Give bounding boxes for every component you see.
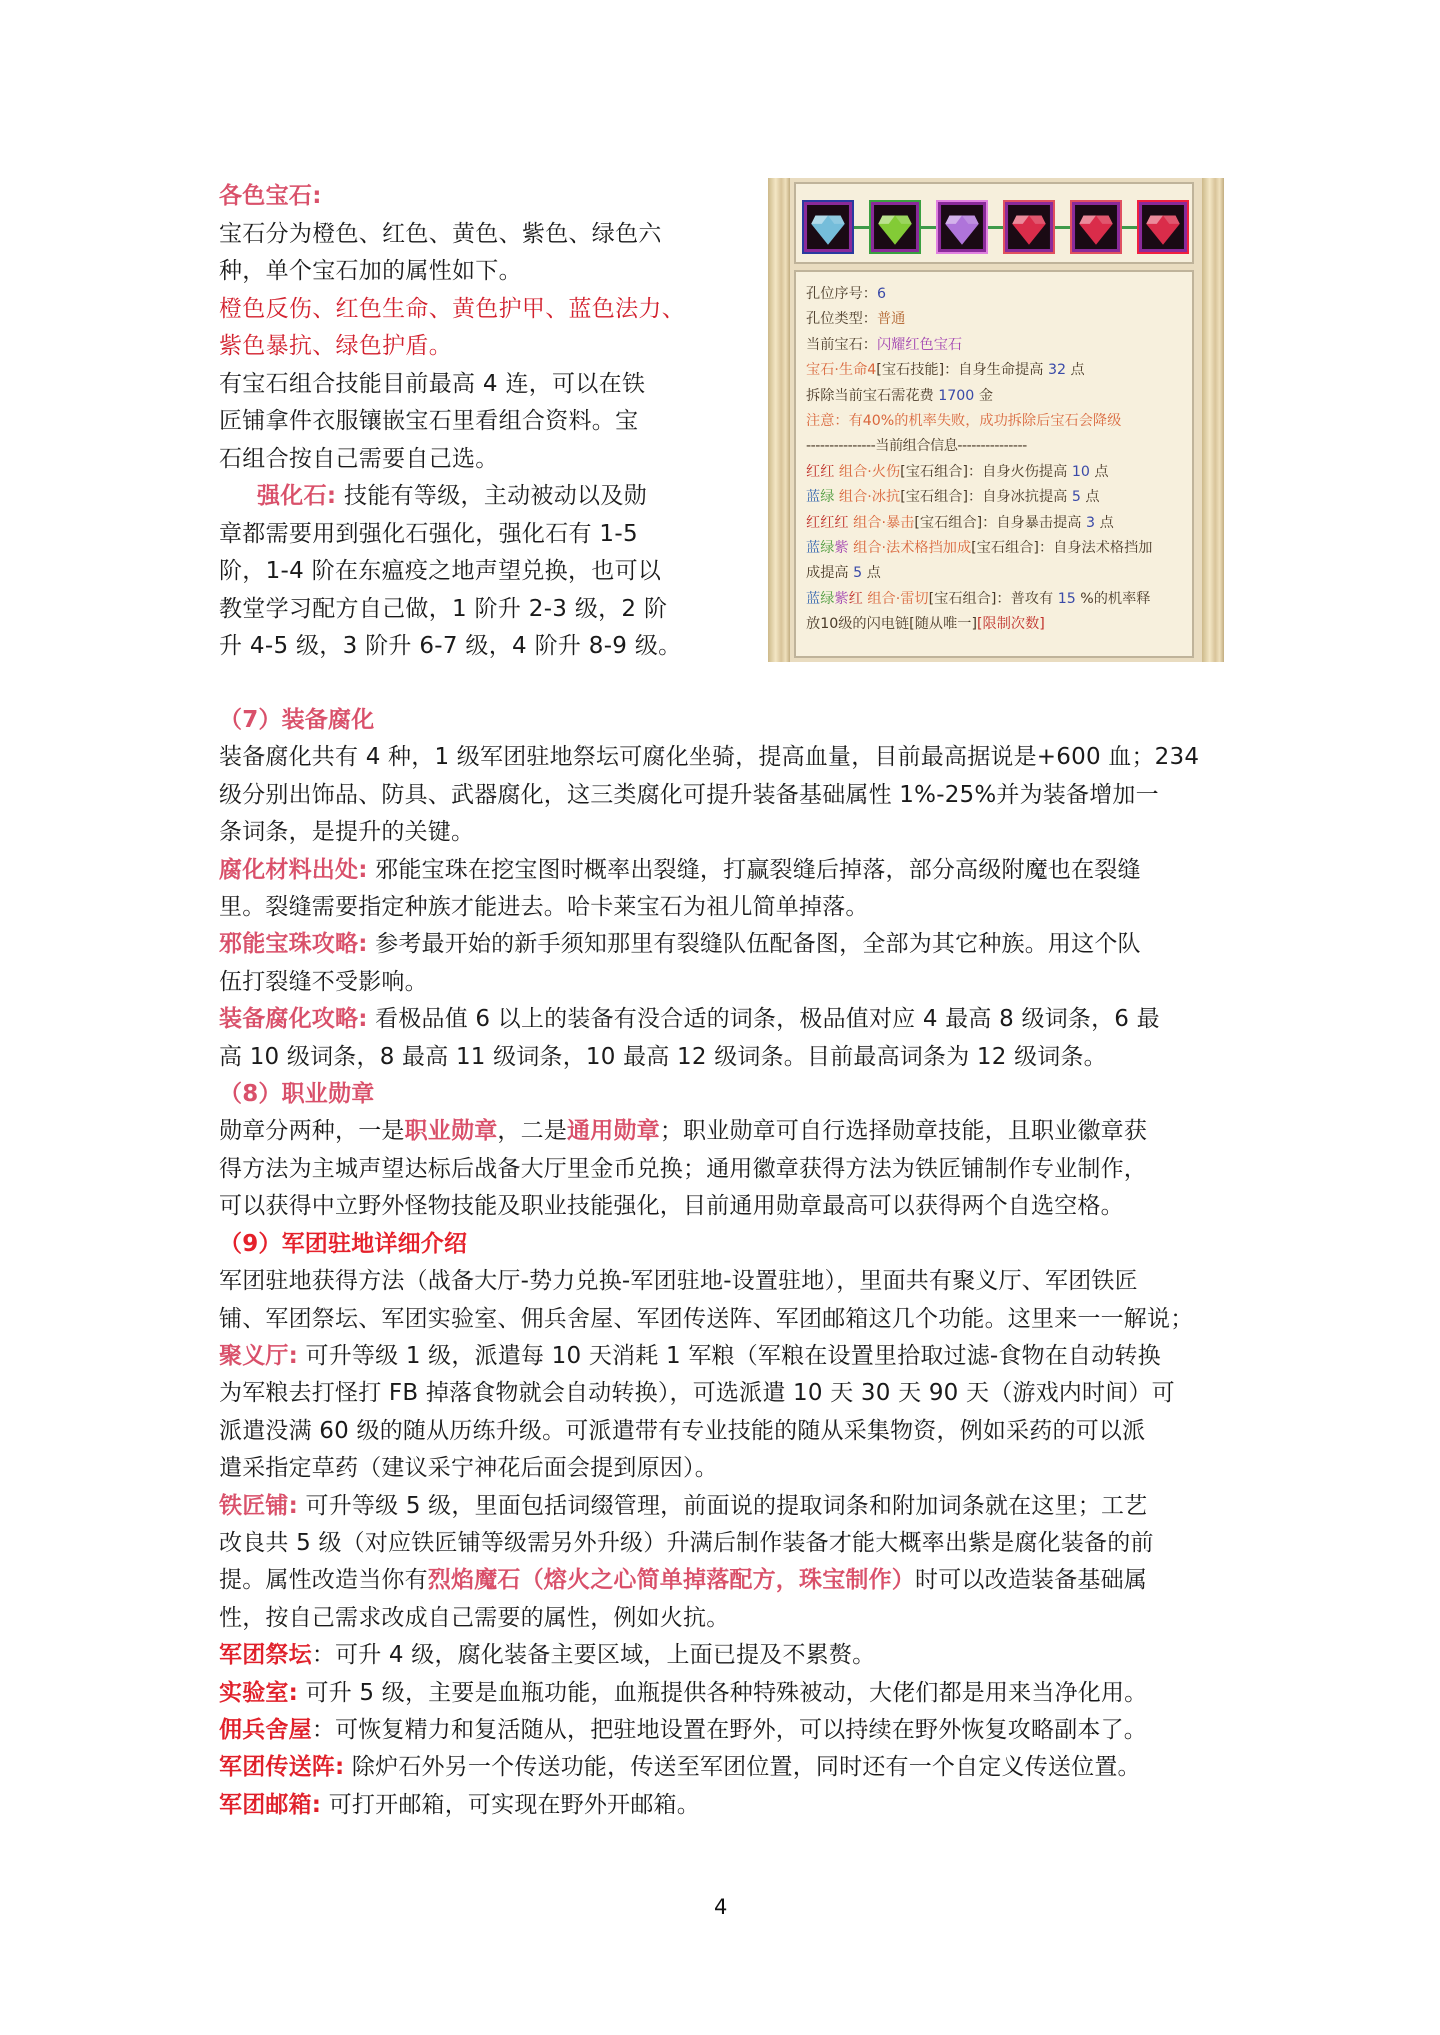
red-gem-icon <box>1142 205 1184 249</box>
gem-slot-3[interactable] <box>938 202 986 252</box>
text-line: 阶，1-4 阶在东瘟疫之地声望兑换，也可以 <box>219 558 662 584</box>
section-7-heading: （7）装备腐化 <box>219 707 375 733</box>
combo-value: 10 <box>1071 463 1090 480</box>
red-gem-icon <box>1008 205 1050 249</box>
gem-skill-value: 32 <box>1047 362 1067 379</box>
combo-name: 组合·火伤 <box>838 463 901 480</box>
combo-desc: [宝石组合]：自身火伤提高 <box>900 463 1068 480</box>
gem-slots <box>804 198 1188 250</box>
text-line: 石组合按自己需要自己选。 <box>219 445 499 472</box>
fel-orb-line <box>219 926 1229 963</box>
wood-border-right <box>1202 178 1224 662</box>
combo-colors: 红红 <box>806 463 835 480</box>
combo-row-cont <box>806 561 1186 586</box>
text-span: 邪能宝珠在挖宝图时概率出裂缝，打赢裂缝后掉落，部分高级附魔也在裂缝 <box>375 856 1141 883</box>
combo-colors: 红红红 <box>806 514 849 531</box>
smith-label: 铁匠铺: <box>219 1492 298 1519</box>
combo-value: 15 <box>1057 590 1076 607</box>
red-gem-icon <box>1075 205 1117 249</box>
combo-row <box>806 587 1186 612</box>
flame-stone-highlight: 烈焰魔石（熔火之心简单掉落配方，珠宝制作） <box>427 1567 916 1594</box>
text-line: 为军粮去打怪打 FB 掉落食物就会自动转换），可选派遣 10 天 30 天 90 天（游戏内时间）可 <box>219 1380 1175 1407</box>
combo-value: 5 <box>1071 489 1081 506</box>
warning-row: 注意：有40%的机率失败，成功拆除后宝石会降级 <box>806 413 1122 430</box>
unit: 点 <box>1094 463 1109 480</box>
combo-desc: %的机率释 <box>1080 590 1151 607</box>
gem-attributes-line: 紫色暴抗、绿色护盾。 <box>219 333 452 359</box>
combo-name: 组合·雷切 <box>867 590 929 607</box>
text-span: ：可恢复精力和复活随从，把驻地设置在野外，可以持续在野外恢复攻略副本了。 <box>311 1716 1148 1743</box>
text-span: ，二是 <box>497 1118 568 1145</box>
combo-desc: [宝石组合]：自身法术格挡加 <box>971 540 1153 557</box>
combo-desc: [宝石组合]：普攻有 <box>928 590 1054 607</box>
mercenary-line <box>219 1712 1229 1749</box>
unit: 点 <box>1099 514 1114 531</box>
gem-slot-4[interactable] <box>1005 202 1053 252</box>
label: 孔位序号： <box>806 286 877 302</box>
altar-label: 军团祭坛 <box>219 1642 312 1669</box>
combo-value: 3 <box>1086 514 1096 531</box>
text-line: 铺、军团祭坛、军团实验室、佣兵舍屋、军团传送阵、军团邮箱这几个功能。这里来一一解说； <box>219 1305 1194 1332</box>
lab-label: 实验室: <box>219 1679 298 1706</box>
combo-color: 紫 <box>834 540 849 557</box>
green-gem-icon <box>874 205 916 249</box>
combo-color: 绿 <box>820 489 835 506</box>
mailbox-label: 军团邮箱: <box>219 1791 322 1818</box>
gem-attributes-line: 橙色反伤、红色生命、黄色护甲、蓝色法力、 <box>219 295 685 322</box>
text-span: 可打开邮箱，可实现在野外开邮箱。 <box>328 1791 700 1818</box>
combo-row <box>806 511 1186 536</box>
label: 当前宝石： <box>806 336 877 353</box>
smith-line-3 <box>219 1562 1229 1599</box>
medal-line <box>219 1113 1229 1150</box>
combo-name: 组合·法术格挡加成 <box>853 540 972 557</box>
combo-color: 蓝 <box>806 590 821 607</box>
text-span: 可升等级 5 级，里面包括词缀管理，前面说的提取词条和附加词条就在这里；工艺 <box>305 1492 1148 1519</box>
hall-line <box>219 1338 1229 1375</box>
text-line: 种，单个宝石加的属性如下。 <box>219 258 522 284</box>
combo-name: 组合·冰抗 <box>838 489 901 506</box>
combo-row <box>806 460 1186 485</box>
label: 孔位类型： <box>806 311 877 328</box>
text-span: 时可以改造装备基础属 <box>915 1567 1148 1594</box>
text-line: 条词条，是提升的关键。 <box>219 819 475 846</box>
hall-label: 聚义厅: <box>219 1342 298 1369</box>
gem-info-text <box>806 282 1186 638</box>
combo-name: 组合·暴击 <box>853 514 915 531</box>
strengthen-label: 强化石: <box>257 483 337 509</box>
gem-slot-5[interactable] <box>1072 202 1120 252</box>
corruption-guide-label: 装备腐化攻略: <box>219 1006 368 1033</box>
text-line: 得方法为主城声望达标后战备大厅里金币兑换；通用徽章获得方法为铁匠铺制作专业制作， <box>219 1155 1147 1182</box>
text-line: 宝石分为橙色、红色、黄色、紫色、绿色六 <box>219 220 662 247</box>
combo-row <box>806 536 1186 561</box>
mailbox-line <box>219 1787 1229 1824</box>
text-span: ；职业勋章可自行选择勋章技能，且职业徽章获 <box>659 1118 1148 1145</box>
combo-color: 红 <box>848 590 863 607</box>
text-line: 遣采指定草药（建议采宁神花后面会提到原因）。 <box>219 1455 718 1482</box>
strengthen-first-line <box>219 478 689 516</box>
text-span: 可升 5 级，主要是血瓶功能，血瓶提供各种特殊被动，大佬们都是用来当净化用。 <box>305 1679 1148 1706</box>
combo-value: 5 <box>853 565 863 582</box>
text-line: 可以获得中立野外怪物技能及职业技能强化，目前通用勋章最高可以获得两个自选空格。 <box>219 1193 1124 1220</box>
text-line: 升 4-5 级，3 阶升 6-7 级，4 阶升 8-9 级。 <box>219 633 682 659</box>
combo-header: ---------------当前组合信息--------------- <box>806 438 1027 455</box>
text-line: 改良共 5 级（对应铁匠铺等级需另外升级）升满后制作装备才能大概率出紫是腐化装备的前 <box>219 1529 1154 1556</box>
unit: 点 <box>866 565 881 582</box>
gems-title: 各色宝石: <box>219 183 322 209</box>
combo-color: 绿 <box>820 590 835 607</box>
gem-slot-2[interactable] <box>871 202 919 252</box>
text-line: 高 10 级词条，8 最高 11 级词条，10 最高 12 级词条。目前最高词条为 12 级词条。 <box>219 1043 1107 1070</box>
unit: 点 <box>1085 489 1100 506</box>
text-span: 除炉石外另一个传送功能，传送至军团位置，同时还有一个自定义传送位置。 <box>351 1754 1141 1781</box>
gems-intro-column <box>219 178 689 666</box>
combo-color: 绿 <box>820 540 835 557</box>
gem-skill-desc: [宝石技能]：自身生命提高 <box>876 362 1044 379</box>
text-span: 勋章分两种，一是 <box>219 1118 405 1145</box>
text-line: 有宝石组合技能目前最高 4 连，可以在铁 <box>219 370 646 397</box>
label: 拆除当前宝石需花费 <box>806 387 934 404</box>
remove-cost-value: 1700 <box>938 387 975 404</box>
main-text <box>219 702 1229 1824</box>
section-8-heading: （8）职业勋章 <box>219 1081 375 1108</box>
unit: 点 <box>1070 362 1085 379</box>
text-span: ：可升 4 级，腐化装备主要区域，上面已提及不累赘。 <box>311 1642 876 1669</box>
wood-border-left <box>768 178 790 662</box>
purple-gem-icon <box>941 205 983 249</box>
text-line: 级分别出饰品、防具、武器腐化，这三类腐化可提升装备基础属性 1%-25%并为装备增加一 <box>219 781 1159 808</box>
combo-desc: [宝石组合]：自身暴击提高 <box>914 514 1082 531</box>
gem-skill-row <box>806 358 1186 383</box>
page-number: 4 <box>714 1895 728 1919</box>
text-span: 看极品值 6 以上的装备有没合适的词条，极品值对应 4 最高 8 级词条，6 最 <box>375 1006 1160 1033</box>
mercenary-label: 佣兵舍屋 <box>219 1716 312 1743</box>
corruption-guide-line <box>219 1001 1229 1038</box>
text-line: 性，按自己需求改成自己需要的属性，例如火抗。 <box>219 1604 730 1631</box>
combo-row-cont <box>806 612 1186 637</box>
combo-desc: 成提高 <box>806 565 849 582</box>
text-line: 里。裂缝需要指定种族才能进去。哈卡莱宝石为祖儿简单掉落。 <box>219 894 869 921</box>
section-9-heading: （9）军团驻地详细介绍 <box>219 1230 468 1257</box>
gem-socket-screenshot <box>768 178 1224 662</box>
text-line: 伍打裂缝不受影响。 <box>219 968 428 995</box>
material-source-line <box>219 852 1229 889</box>
smith-line <box>219 1488 1229 1525</box>
gem-info-box <box>794 270 1194 658</box>
combo-limit: [限制次数] <box>977 616 1045 633</box>
combo-color: 紫 <box>834 590 849 607</box>
combo-color: 蓝 <box>806 489 821 506</box>
universal-medal-highlight: 通用勋章 <box>567 1118 660 1145</box>
slot-index-row <box>806 282 1186 307</box>
text-line: 匠铺拿件衣服镶嵌宝石里看组合资料。宝 <box>219 408 639 434</box>
gem-slot-1[interactable] <box>804 202 852 252</box>
text-span: 技能有等级，主动被动以及勋 <box>344 483 647 509</box>
blue-gem-icon <box>807 205 849 249</box>
teleport-label: 军团传送阵: <box>219 1754 345 1781</box>
fel-orb-label: 邪能宝珠攻略: <box>219 931 368 958</box>
slot-type-row <box>806 307 1186 332</box>
remove-cost-row <box>806 384 1186 409</box>
material-source-label: 腐化材料出处: <box>219 856 368 883</box>
slot-index-value: 6 <box>876 286 886 302</box>
combo-row <box>806 485 1186 510</box>
text-span: 提。属性改造当你有 <box>219 1567 428 1594</box>
current-gem-row <box>806 333 1186 358</box>
combo-desc: 放10级的闪电链[随从唯一] <box>806 616 977 633</box>
text-line: 军团驻地获得方法（战备大厅-势力兑换-军团驻地-设置驻地），里面共有聚义厅、军团铁匠 <box>219 1268 1138 1295</box>
text-span: 可升等级 1 级，派遣每 10 天消耗 1 军粮（军粮在设置里拾取过滤-食物在自动转换 <box>305 1342 1161 1369</box>
altar-line <box>219 1637 1229 1674</box>
profession-medal-highlight: 职业勋章 <box>404 1118 498 1145</box>
combo-color: 蓝 <box>806 540 821 557</box>
text-line: 装备腐化共有 4 种，1 级军团驻地祭坛可腐化坐骑，提高血量，目前最高据说是+600 血；234 <box>219 744 1200 771</box>
text-line: 教堂学习配方自己做，1 阶升 2-3 级，2 阶 <box>219 595 668 622</box>
combo-desc: [宝石组合]：自身冰抗提高 <box>900 489 1068 506</box>
slot-type-value: 普通 <box>876 311 906 328</box>
text-line: 派遣没满 60 级的随从历练升级。可派遣带有专业技能的随从采集物资，例如采药的可以派 <box>219 1417 1146 1444</box>
gem-skill-name: 宝石·生命4 <box>806 362 877 379</box>
text-line: 章都需要用到强化石强化，强化石有 1-5 <box>219 520 638 547</box>
teleport-line <box>219 1749 1229 1786</box>
gem-slots-bar <box>794 182 1194 264</box>
current-gem-value: 闪耀红色宝石 <box>876 336 963 353</box>
unit: 金 <box>978 387 994 404</box>
gem-slot-6[interactable] <box>1139 202 1187 252</box>
lab-line <box>219 1675 1229 1712</box>
text-span: 参考最开始的新手须知那里有裂缝队伍配备图，全部为其它种族。用这个队 <box>375 931 1141 958</box>
